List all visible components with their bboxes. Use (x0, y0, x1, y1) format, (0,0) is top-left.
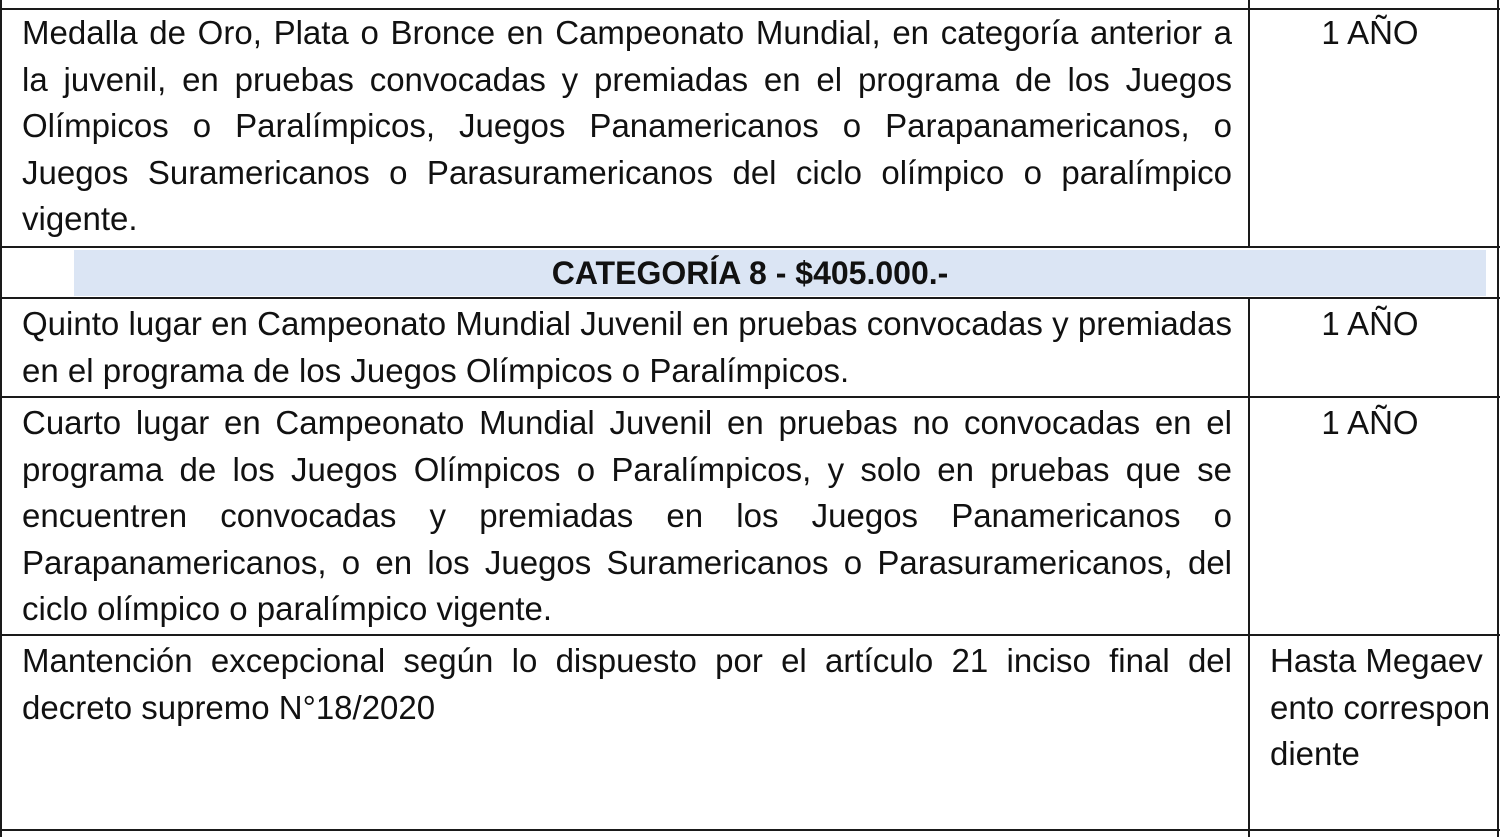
row-divider (0, 246, 1500, 248)
table-row-description: Quinto lugar en Campeonato Mundial Juvenil en pruebas convocadas y premiadas en el programa de los Juegos Olímpicos o Paralímpicos. (22, 305, 1232, 389)
table-row-duration: Hasta Megaevento correspondiente (1270, 642, 1491, 772)
column-divider (1248, 0, 1250, 248)
row-divider (0, 634, 1500, 636)
table-row-duration: 1 AÑO (1321, 404, 1419, 441)
table-row-duration: 1 AÑO (1321, 305, 1419, 342)
column-divider-top-stub (1248, 0, 1250, 10)
row-divider (0, 297, 1500, 299)
table-row-description: Medalla de Oro, Plata o Bronce en Campeonato Mundial, en categoría anterior a la juvenil, en pruebas convocadas y premiadas en el programa de los Juegos Olímpicos o Paralímpicos, Juegos Panamericanos o Parapanamericanos, o Juegos Suramericanos o Parasuramericanos del ciclo olímpico o paralímpico vigente. (22, 14, 1232, 237)
table-row-description: Mantención excepcional según lo dispuesto por el artículo 21 inciso final del decreto supremo N°18/2020 (22, 642, 1232, 726)
column-divider (1248, 297, 1250, 837)
table-row-duration: 1 AÑO (1321, 14, 1419, 51)
table-row-description: Cuarto lugar en Campeonato Mundial Juvenil en pruebas no convocadas en el programa de los Juegos Olímpicos o Paralímpicos, y solo en pruebas que se encuentren convocadas y premiadas en los Juegos Panamericanos o Parapanamericanos, o en los Juegos Suramericanos o Parasuramericanos, del ciclo olímpico o paralímpico vigente. (22, 404, 1232, 627)
table-border-left (0, 0, 2, 837)
category-header: CATEGORÍA 8 - $405.000.- (551, 255, 949, 291)
row-divider (0, 396, 1500, 398)
row-divider (0, 829, 1500, 831)
table-border-right (1497, 0, 1499, 837)
